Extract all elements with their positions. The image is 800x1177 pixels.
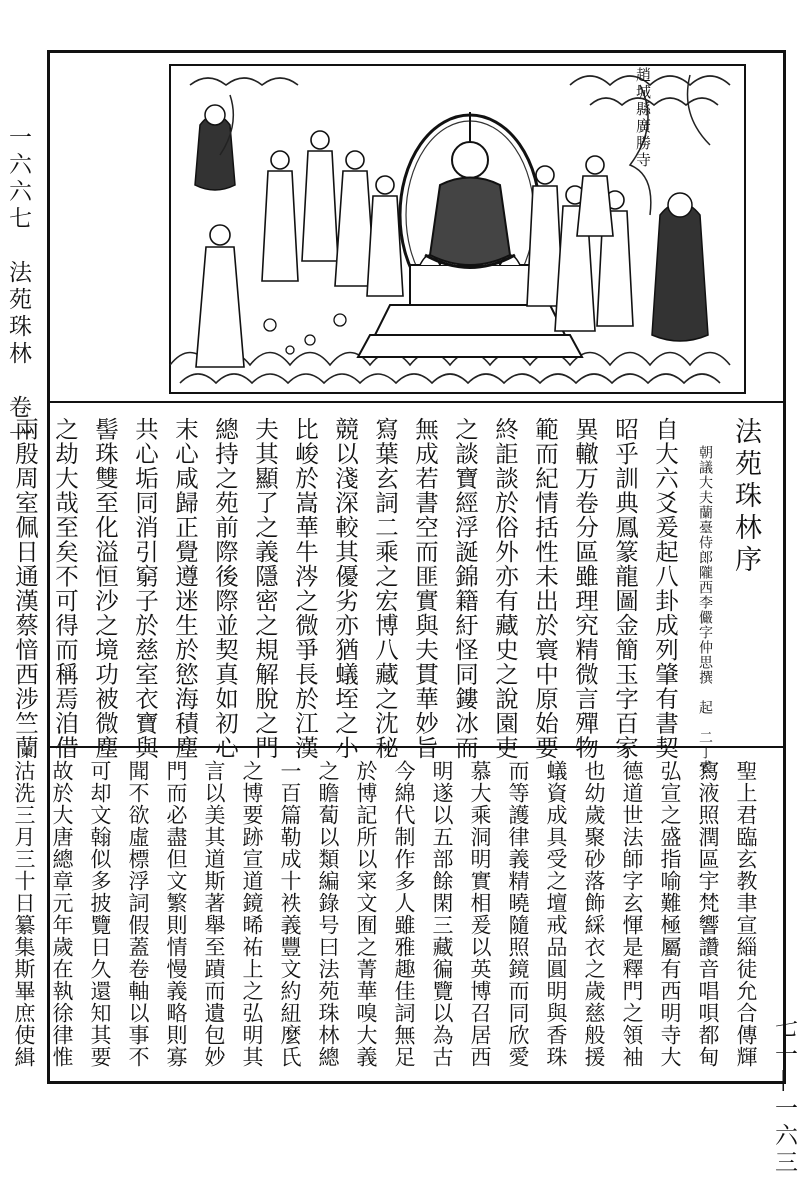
text-column: 慕大乘洞明實相爰以英博召居西 <box>468 760 492 1068</box>
text-column: 共心垢同消引窮子於慈室衣寶與 <box>131 417 159 760</box>
text-column: 競以淺深較其優劣亦猶蟻垤之小 <box>331 417 359 760</box>
preface-title: 法苑珠林序 <box>730 417 761 577</box>
text-column: 兩殷周室佩日通漢蔡愔西涉竺蘭 <box>11 417 39 760</box>
temple-label: 趙城縣廣勝寺 <box>634 67 652 169</box>
text-column: 之劫大哉至矣不可得而稱焉洎借 <box>51 417 79 760</box>
buddha-assembly-illustration <box>170 65 745 393</box>
text-column: 也幼歲聚砂落飾綵衣之歲慈般援 <box>582 760 606 1068</box>
author-line: 朝議大夫蘭臺侍郎隴西李儼字仲思撰 起 二丁表 <box>697 445 713 775</box>
text-column: 夫其顯了之義隱密之規解脫之門 <box>251 417 279 760</box>
text-column: 沽洗三月三十日纂集斯畢庶使緝 <box>12 760 36 1068</box>
text-column: 門而必盡但文繁則情慢義略則寡 <box>164 760 188 1068</box>
text-column: 總持之苑前際後際並契真如初心 <box>211 417 239 760</box>
preface-upper-panel <box>11 403 783 775</box>
text-column: 之瞻蔔以類編錄号曰法苑珠林總 <box>316 760 340 1068</box>
left-margin-label: 一六六七 法苑珠林 卷一 <box>5 125 31 449</box>
preface-lower-text <box>12 760 765 1073</box>
text-column: 昭乎訓典鳳篆龍圖金簡玉字百家 <box>611 417 639 760</box>
text-column <box>0 760 5 1073</box>
preface-lower-panel <box>12 748 783 1081</box>
right-margin-label: 七一—一六三 <box>771 1015 797 1177</box>
text-column: 弘宣之盛指喻難極屬有西明寺大 <box>658 760 682 1068</box>
text-column: 而等護律義精曉隨照鏡而同欣愛 <box>506 760 530 1068</box>
text-column: 異轍万卷分區雖理究精微言殫物 <box>571 417 599 760</box>
text-column: 自大六爻爰起八卦成列肇有書契 <box>651 417 679 760</box>
text-column: 德道世法師字玄惲是釋門之領袖 <box>620 760 644 1068</box>
text-column: 言以美其道斯著舉至蹟而遺包妙 <box>202 760 226 1068</box>
text-column: 一百篇勒成十袟義豐文約紐麼氏 <box>278 760 302 1068</box>
text-column: 之博要跡宣道鏡晞祐上之弘明其 <box>240 760 264 1068</box>
text-column: 比峻於嵩華牛涔之微爭長於江漢 <box>291 417 319 760</box>
text-column: 終詎談於俗外亦有藏史之說園吏 <box>491 417 519 760</box>
text-column: 髻珠雙至化溢恒沙之境功被微塵 <box>91 417 119 760</box>
text-column: 明遂以五部餘閑三藏徧覽以為古 <box>430 760 454 1068</box>
text-column: 聞不欲虛標浮詞假蓋卷軸以事不 <box>126 760 150 1068</box>
text-column: 今綿代制作多人雖雅趣佳詞無足 <box>392 760 416 1068</box>
text-column: 寫葉玄詞二乘之宏博八藏之沈秘 <box>371 417 399 760</box>
text-column: 可却文翰似多披覽日久還知其要 <box>88 760 112 1068</box>
text-column <box>0 417 5 738</box>
text-column: 蟻資成具受之壇戒品圓明與香珠 <box>544 760 568 1068</box>
preface-upper-text <box>11 417 765 775</box>
illustration-panel <box>50 53 783 403</box>
text-column: 末心咸歸正覺遵迷生於慾海積塵 <box>171 417 199 760</box>
text-column: 無成若書空而匪實與夫貫華妙旨 <box>411 417 439 760</box>
text-column: 寫液照潤區宇梵響讚音唱唄都甸 <box>696 760 720 1068</box>
text-column: 之談寶經浮誕錦籍紆怪同鏤冰而 <box>451 417 479 760</box>
text-column: 範而紀情括性未出於寰中原始要 <box>531 417 559 760</box>
text-column: 於博記所以寀文囿之菁華嗅大義 <box>354 760 378 1068</box>
text-column: 故於大唐總章元年歲在執徐律惟 <box>50 760 74 1068</box>
text-column: 聖上君臨玄教聿宣緇徒允合傳輝 <box>734 760 758 1068</box>
